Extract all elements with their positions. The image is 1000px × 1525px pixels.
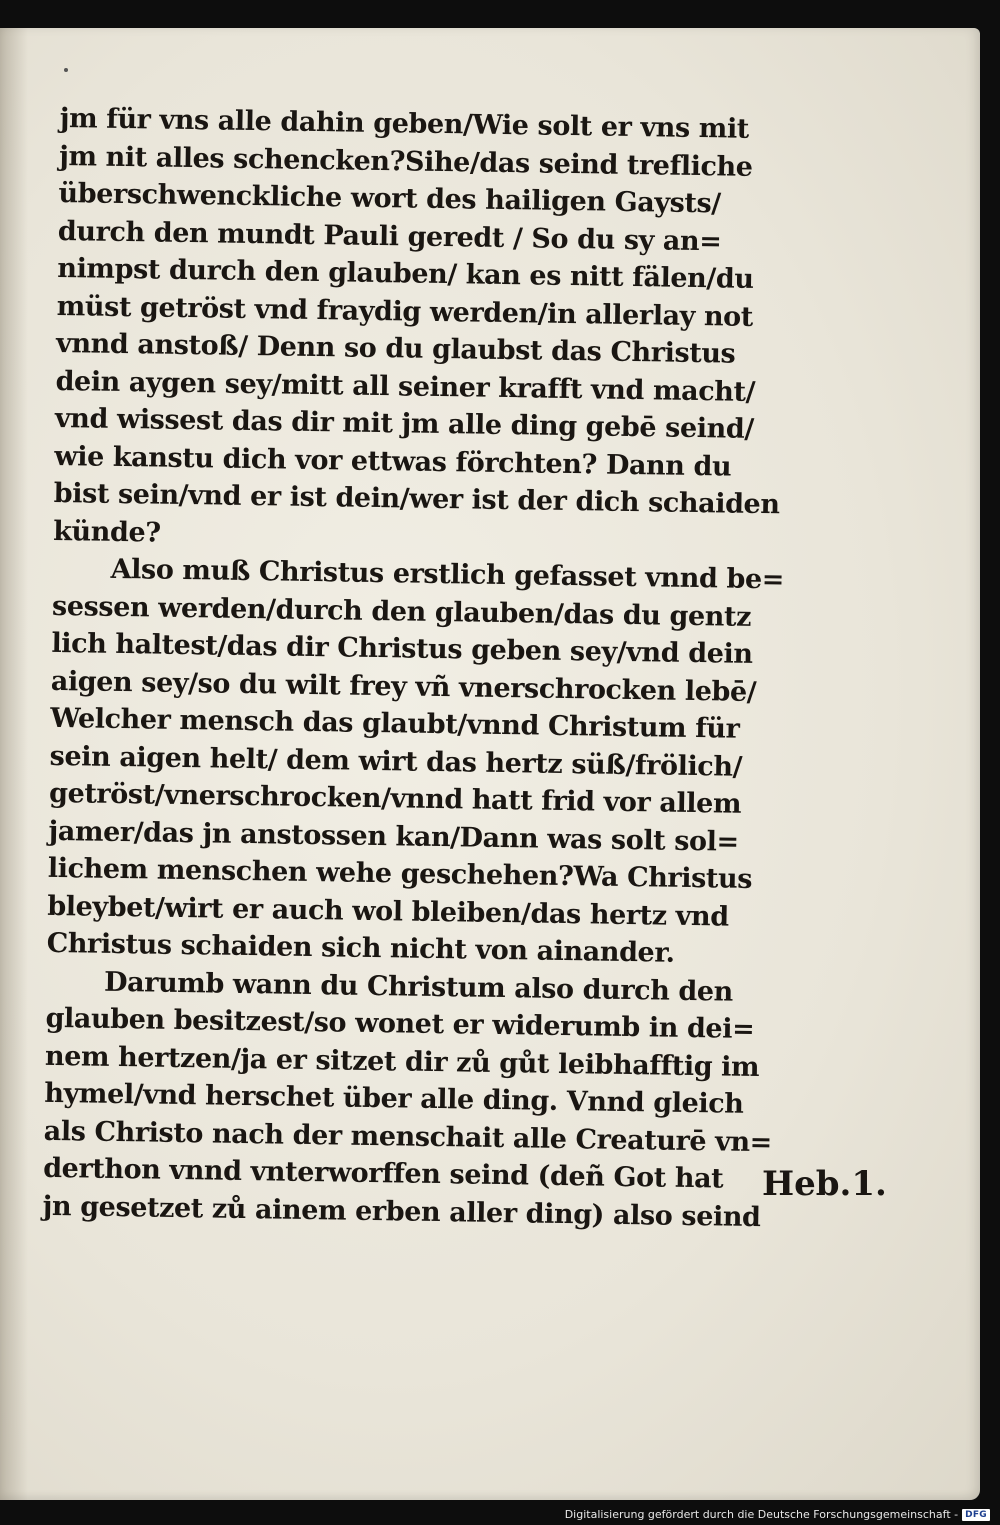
text-line: Christus schaiden sich nicht von ainander. bbox=[46, 927, 675, 969]
dfg-logo: DFG bbox=[962, 1509, 990, 1521]
margin-note-scripture-reference: Heb.1. bbox=[762, 1164, 887, 1204]
text-line: vnnd anstoß/ Denn so du glaubst das Christus bbox=[55, 327, 736, 370]
text-line: sein aigen helt/ dem wirt das hertz süß/frölich/ bbox=[49, 740, 743, 783]
text-line: lichem menschen wehe geschehen?Wa Christus bbox=[47, 852, 753, 895]
text-line: nimpst durch den glauben/ kan es nitt fälen/du bbox=[57, 252, 754, 295]
text-line: aigen sey/so du wilt frey vñ vnerschrocken lebē/ bbox=[50, 665, 757, 708]
text-line: dein aygen sey/mitt all seiner krafft vnd macht/ bbox=[55, 365, 756, 408]
text-line: durch den mundt Pauli geredt / So du sy an= bbox=[57, 215, 722, 257]
paragraph-start-line: Also muß Christus erstlich gefasset vnnd be= bbox=[110, 553, 785, 596]
text-line: glauben besitzest/so wonet er widerumb in dei= bbox=[45, 1002, 755, 1046]
text-block bbox=[42, 100, 785, 1236]
footer-credit-text: Digitalisierung gefördert durch die Deutsche Forschungsgemeinschaft - bbox=[564, 1508, 959, 1521]
text-line: müst getröst vnd fraydig werden/in allerlay not bbox=[56, 290, 754, 333]
text-line: jn gesetzet zů ainem erben aller ding) also seind bbox=[42, 1190, 761, 1233]
text-line: bleybet/wirt er auch wol bleiben/das hertz vnd bbox=[47, 890, 729, 933]
text-line: lich haltest/das dir Christus geben sey/vnd dein bbox=[51, 627, 753, 670]
text-line: künde? bbox=[52, 515, 161, 549]
digitization-footer bbox=[565, 1508, 990, 1521]
text-line: jm nit alles schencken?Sihe/das seind trefliche bbox=[58, 140, 753, 183]
text-line: vnd wissest das dir mit jm alle ding gebē seind/ bbox=[54, 402, 755, 445]
text-line: hymel/vnd herschet über alle ding. Vnnd gleich bbox=[44, 1077, 744, 1120]
text-line: bist sein/vnd er ist dein/wer ist der dich schaiden bbox=[53, 477, 780, 521]
book-page bbox=[0, 28, 980, 1500]
text-line: nem hertzen/ja er sitzet dir zů gůt leibhafftig im bbox=[44, 1040, 760, 1083]
paper-speck bbox=[64, 68, 68, 72]
text-line: sessen werden/durch den glauben/das du gentz bbox=[51, 590, 752, 633]
text-line: Welcher mensch das glaubt/vnnd Christum für bbox=[50, 702, 740, 745]
paragraph-start-line: Darumb wann du Christum also durch den bbox=[103, 966, 734, 1008]
text-line: getröst/vnerschrocken/vnnd hatt frid vor allem bbox=[48, 777, 742, 820]
text-line: überschwenckliche wort des hailigen Gaysts/ bbox=[58, 177, 722, 220]
text-line: jamer/das jn anstossen kan/Dann was solt sol= bbox=[48, 815, 740, 858]
text-line: jm für vns alle dahin geben/Wie solt er vns mit bbox=[59, 102, 750, 145]
page-spine-shadow bbox=[0, 28, 28, 1500]
text-line: als Christo nach der menschait alle Creaturē vn= bbox=[43, 1115, 773, 1158]
text-line: wie kanstu dich vor ettwas förchten? Dann du bbox=[54, 440, 732, 483]
text-line: derthon vnnd vnterworffen seind (deñ Got hat bbox=[42, 1152, 724, 1195]
